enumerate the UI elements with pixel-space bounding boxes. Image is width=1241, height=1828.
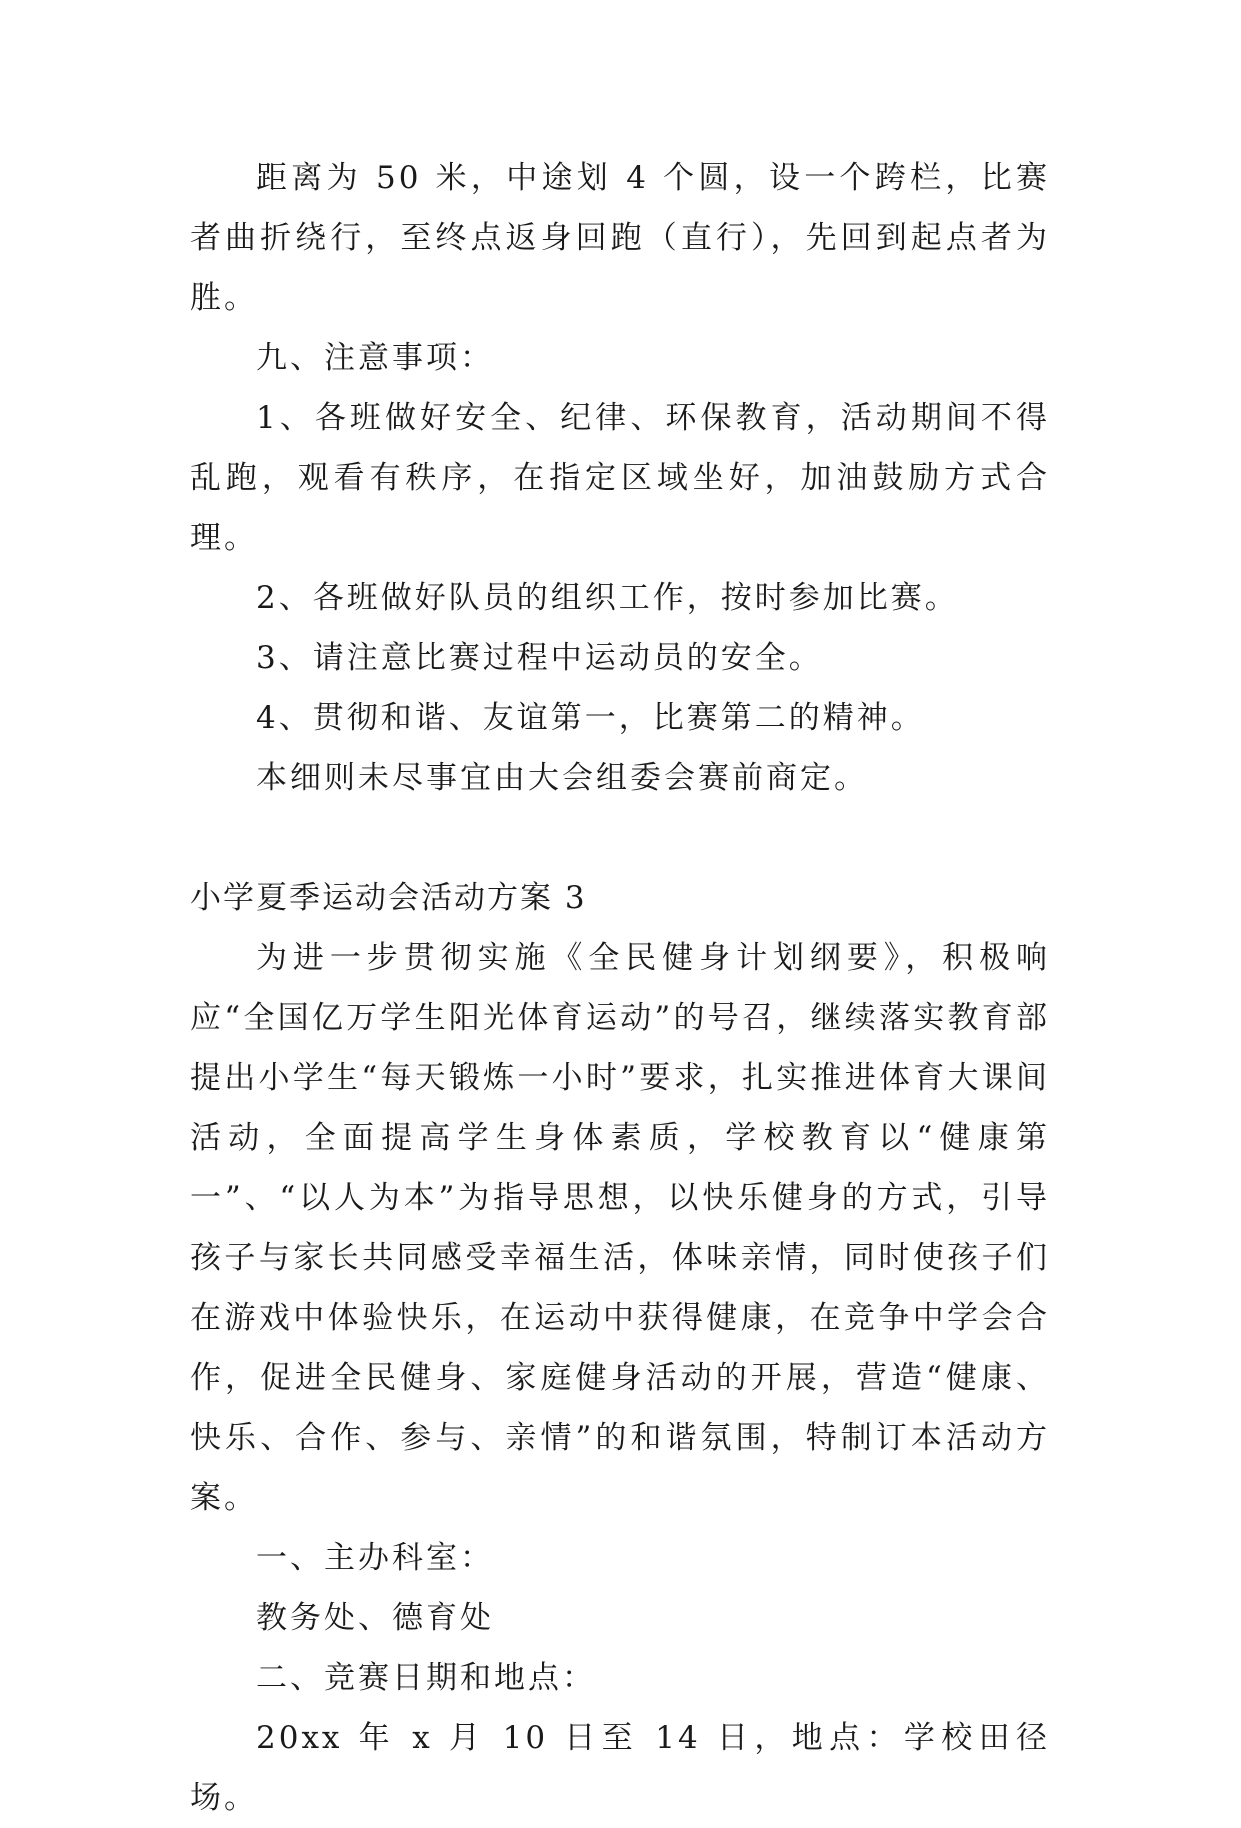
note-item-3: 3、请注意比赛过程中运动员的安全。 [256,640,823,676]
note-item-1: 1、各班做好安全、纪律、环保教育，活动期间不得乱跑，观看有秩序，在指定区域坐好，加油鼓励方式合理。 [190,400,1050,556]
document-body [190,148,1050,1828]
date-value: 20xx 年 x 月 10 日至 14 日，地点：学校田径场。 [190,1720,1050,1816]
intro-paragraph: 为进一步贯彻实施《全民健身计划纲要》，积极响应“全国亿万学生阳光体育运动”的号召，继续落实教育部提出小学生“每天锻炼一小时”要求，扎实推进体育大课间活动，全面提高学生身体素质，学校教育以“健康第一”、“以人为本”为指导思想，以快乐健身的方式，引导孩子与家长共同感受幸福生活，体味亲情，同时使孩子们在游戏中体验快乐，在运动中获得健康，在竞争中学会合作，促进全民健身、家庭健身活动的开展，营造“健康、快乐、合作、参与、亲情”的和谐氛围，特制订本活动方案。 [190,940,1050,1516]
paragraph-race-rules: 距离为 50 米，中途划 4 个圆，设一个跨栏，比赛者曲折绕行，至终点返身回跑（直行），先回到起点者为胜。 [190,160,1050,316]
organizer-value: 教务处、德育处 [256,1600,494,1636]
notes-heading: 九、注意事项： [256,340,494,376]
note-item-2: 2、各班做好队员的组织工作，按时参加比赛。 [256,580,959,616]
date-heading: 二、竞赛日期和地点： [256,1660,596,1696]
closing-remark: 本细则未尽事宜由大会组委会赛前商定。 [256,760,868,796]
note-item-4: 4、贯彻和谐、友谊第一，比赛第二的精神。 [256,700,925,736]
section-title: 小学夏季运动会活动方案 3 [190,880,587,916]
section-spacer [190,808,1050,868]
organizer-heading: 一、主办科室： [256,1540,494,1576]
